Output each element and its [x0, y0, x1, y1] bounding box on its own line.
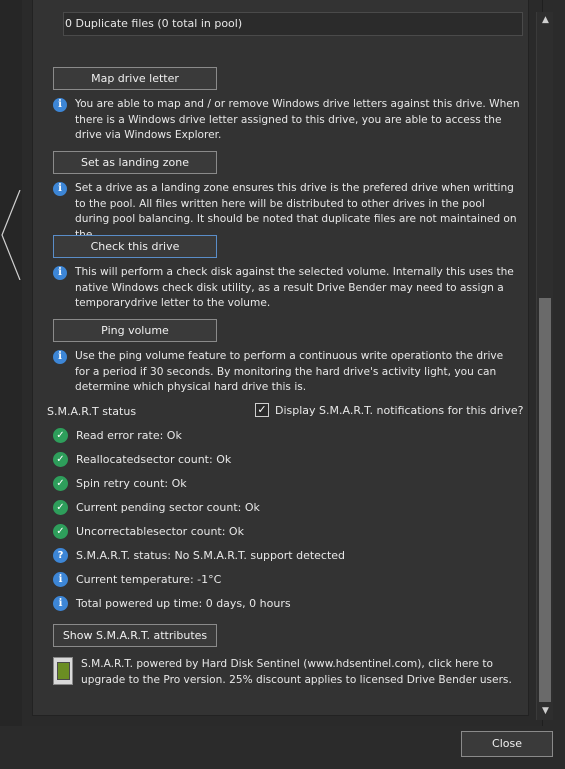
scroll-down-icon[interactable]: ▼ — [542, 706, 549, 716]
vertical-scrollbar[interactable] — [536, 12, 553, 720]
status-text: Current pending sector count: Ok — [76, 501, 260, 514]
smart-notifications-checkbox[interactable]: ✓ — [255, 403, 269, 417]
hard-disk-sentinel-promo[interactable] — [53, 657, 521, 688]
status-spin-retry — [53, 476, 187, 491]
map-drive-letter-description: You are able to map and / or remove Windows drive letters against this drive. When there is a Windows drive letter assigned to this drive, you are able to access the drive via Windows Explorer. — [75, 98, 520, 141]
smart-status-label: S.M.A.R.T status — [47, 405, 137, 418]
status-reallocated-sector — [53, 452, 231, 467]
status-uncorrectable-sector — [53, 524, 244, 539]
status-text: Current temperature: -1°C — [76, 573, 222, 586]
status-pending-sector — [53, 500, 260, 515]
hard-disk-sentinel-logo-icon — [53, 657, 73, 685]
scroll-up-icon[interactable]: ▲ — [542, 15, 549, 25]
drive-details-panel — [22, 0, 543, 726]
set-landing-zone-button[interactable]: Set as landing zone — [53, 151, 217, 174]
check-drive-info — [53, 265, 521, 312]
check-icon: ✓ — [53, 500, 68, 515]
status-text: Read error rate: Ok — [76, 429, 182, 442]
check-drive-description: This will perform a check disk against the selected volume. Internally this uses the native Windows check disk utility, as a result Drive Bender may need to assign a temporarydrive letter to the volume. — [75, 266, 514, 309]
landing-zone-description: Set a drive as a landing zone ensures this drive is the prefered drive when writting to the pool. All files written here will be distributed to other drives in the pool during pool balancing. It should be noted that duplicate files are not maintained on — [75, 182, 517, 225]
info-icon: i — [53, 98, 67, 112]
status-text: Total powered up time: 0 days, 0 hours — [76, 597, 291, 610]
ping-volume-info — [53, 349, 521, 396]
check-drive-button[interactable]: Check this drive — [53, 235, 217, 258]
show-smart-attributes-button[interactable]: Show S.M.A.R.T. attributes — [53, 624, 217, 647]
status-text: Spin retry count: Ok — [76, 477, 187, 490]
check-icon: ✓ — [53, 476, 68, 491]
check-icon: ✓ — [53, 428, 68, 443]
chevron-left-icon[interactable] — [0, 190, 22, 280]
map-drive-letter-button[interactable]: Map drive letter — [53, 67, 217, 90]
ping-volume-description: Use the ping volume feature to perform a continuous write operationto the drive for a period if 30 seconds. By monitoring the hard drive's activity light, you can determine which physical hard drive this is. — [75, 350, 504, 393]
pool-summary-field: 0 Duplicate files (0 total in pool) — [63, 12, 523, 36]
status-text: S.M.A.R.T. status: No S.M.A.R.T. support detected — [76, 549, 346, 562]
status-smart-support — [53, 548, 345, 563]
ping-volume-button[interactable]: Ping volume — [53, 319, 217, 342]
landing-zone-info — [53, 181, 521, 243]
check-icon: ✓ — [53, 452, 68, 467]
status-temperature — [53, 572, 221, 587]
hard-disk-sentinel-text[interactable]: S.M.A.R.T. powered by Hard Disk Sentinel (www.hdsentinel.com), click here to upgrade to the Pro version. 25% discount applies to licensed Drive Bender users. — [81, 658, 512, 686]
question-icon: ? — [53, 548, 68, 563]
smart-notifications-label[interactable]: Display S.M.A.R.T. notifications for this drive? — [275, 403, 524, 417]
info-icon: i — [53, 572, 68, 587]
left-navigation-strip — [0, 0, 22, 769]
status-powered-up-time — [53, 596, 291, 611]
smart-notifications-toggle[interactable] — [255, 403, 523, 417]
info-icon: i — [53, 596, 68, 611]
drive-details-content — [32, 0, 529, 716]
status-text: Reallocatedsector count: Ok — [76, 453, 232, 466]
info-icon: i — [53, 266, 67, 280]
close-button[interactable]: Close — [461, 731, 553, 757]
info-icon: i — [53, 182, 67, 196]
map-drive-letter-info — [53, 97, 521, 144]
check-icon: ✓ — [53, 524, 68, 539]
status-read-error-rate — [53, 428, 182, 443]
scrollbar-thumb[interactable] — [539, 298, 551, 702]
status-text: Uncorrectablesector count: Ok — [76, 525, 244, 538]
info-icon: i — [53, 350, 67, 364]
